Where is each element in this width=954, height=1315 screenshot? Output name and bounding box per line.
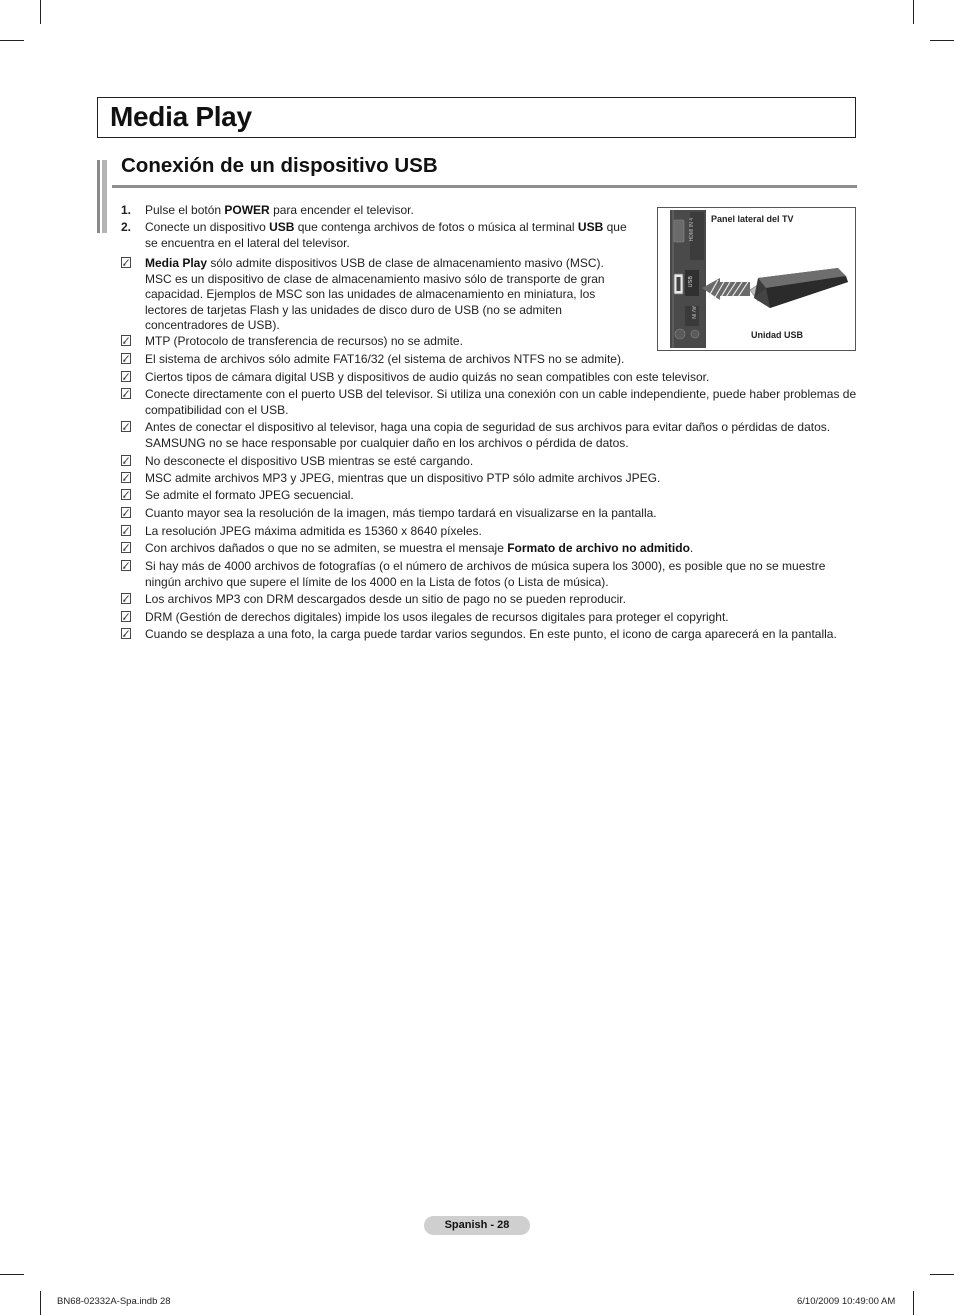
note-icon [121, 628, 131, 639]
print-slug-date: 6/10/2009 10:49:00 AM [797, 1296, 896, 1307]
note-icon [121, 593, 131, 604]
usb-connection-illustration [657, 207, 856, 351]
page-number-badge: Spanish - 28 [424, 1216, 530, 1235]
note-icon [121, 335, 131, 346]
note-text: El sistema de archivos sólo admite FAT16/32 (el sistema de archivos NTFS no se admite). [145, 352, 625, 366]
section-marker [97, 160, 109, 233]
note-icon [121, 560, 131, 571]
note-text: Cuanto mayor sea la resolución de la imagen, más tiempo tardará en visualizarse en la pantalla. [145, 506, 657, 520]
note-icon [121, 542, 131, 553]
page-title: Media Play [110, 101, 252, 132]
note-text: Media Play sólo admite dispositivos USB de clase de almacenamiento masivo (MSC). MSC es un dispositivo de clase de almacenamiento masivo sólo de transporte de gran capacidad. Ejemplos de MSC son las unidades de almacenamiento en miniatura, los lectores de tarjetas Flash y las unidades de disco duro de USB (no se admiten concentradores de USB). [145, 256, 605, 332]
step-text: Pulse el botón POWER para encender el televisor. [145, 203, 414, 217]
print-slug-file: BN68-02332A-Spa.indb 28 [57, 1296, 171, 1307]
note-text: MSC admite archivos MP3 y JPEG, mientras que un dispositivo PTP sólo admite archivos JPEG. [145, 471, 661, 485]
note-icon [121, 421, 131, 432]
note-icon [121, 489, 131, 500]
av-port-label: AV IN [690, 306, 696, 319]
note-text: Cuando se desplaza a una foto, la carga puede tardar varios segundos. En este punto, el icono de carga aparecerá en la pantalla. [145, 627, 837, 641]
crop-mark [40, 1291, 41, 1315]
note-icon [121, 388, 131, 399]
crop-mark [0, 1274, 24, 1275]
note-icon [121, 455, 131, 466]
note-text: Los archivos MP3 con DRM descargados desde un sitio de pago no se pueden reproducir. [145, 592, 626, 606]
usb-port-label: USB [688, 276, 694, 288]
note-text: Ciertos tipos de cámara digital USB y dispositivos de audio quizás no sean compatibles con este televisor. [145, 370, 710, 384]
note-icon [121, 611, 131, 622]
note-text: Antes de conectar el dispositivo al televisor, haga una copia de seguridad de sus archivos para evitar daños o pérdidas de datos. SAMSUNG no se hace responsable por cualquier daño en los archivos o pérdida de datos. [145, 420, 831, 450]
note-text: Con archivos dañados o que no se admiten, se muestra el mensaje Formato de archivo no admitido. [145, 541, 694, 555]
crop-mark [40, 0, 41, 24]
section-title: Conexión de un dispositivo USB [121, 154, 438, 177]
note-text: No desconecte el dispositivo USB mientras se esté cargando. [145, 454, 474, 468]
note-text: Conecte directamente con el puerto USB del televisor. Si utiliza una conexión con un cable independiente, puede haber problemas de compatibilidad con el USB. [145, 387, 857, 417]
crop-mark [913, 1291, 914, 1315]
section-divider [112, 185, 857, 188]
note-text: Se admite el formato JPEG secuencial. [145, 488, 354, 502]
note-text: DRM (Gestión de derechos digitales) impide los usos ilegales de recursos digitales para proteger el copyright. [145, 610, 729, 624]
step-number: 1. [121, 203, 132, 217]
note-icon [121, 525, 131, 536]
note-icon [121, 507, 131, 518]
note-icon [121, 371, 131, 382]
tv-panel-label: Panel lateral del TV [711, 214, 794, 224]
page-title-box [97, 97, 856, 138]
usb-drive-label: Unidad USB [751, 330, 804, 340]
note-icon [121, 472, 131, 483]
step-text: Conecte un dispositivo USB que contenga archivos de fotos o música al terminal USB que se encuentra en el lateral del televisor. [145, 220, 627, 250]
crop-mark [930, 1274, 954, 1275]
note-icon [121, 353, 131, 364]
crop-mark [930, 40, 954, 41]
note-text: Si hay más de 4000 archivos de fotografías (o el número de archivos de música supera los 3000), es posible que no se muestre ningún archivo que supere el límite de los 4000 en la Lista de fotos (o Lista de música). [145, 559, 826, 589]
note-text: La resolución JPEG máxima admitida es 15360 x 8640 píxeles. [145, 524, 482, 538]
note-icon [121, 257, 131, 268]
step-number: 2. [121, 220, 132, 234]
hdmi-port-label: HDMI IN 4 [689, 218, 695, 242]
note-text: MTP (Protocolo de transferencia de recursos) no se admite. [145, 334, 463, 348]
crop-mark [0, 40, 24, 41]
crop-mark [913, 0, 914, 24]
